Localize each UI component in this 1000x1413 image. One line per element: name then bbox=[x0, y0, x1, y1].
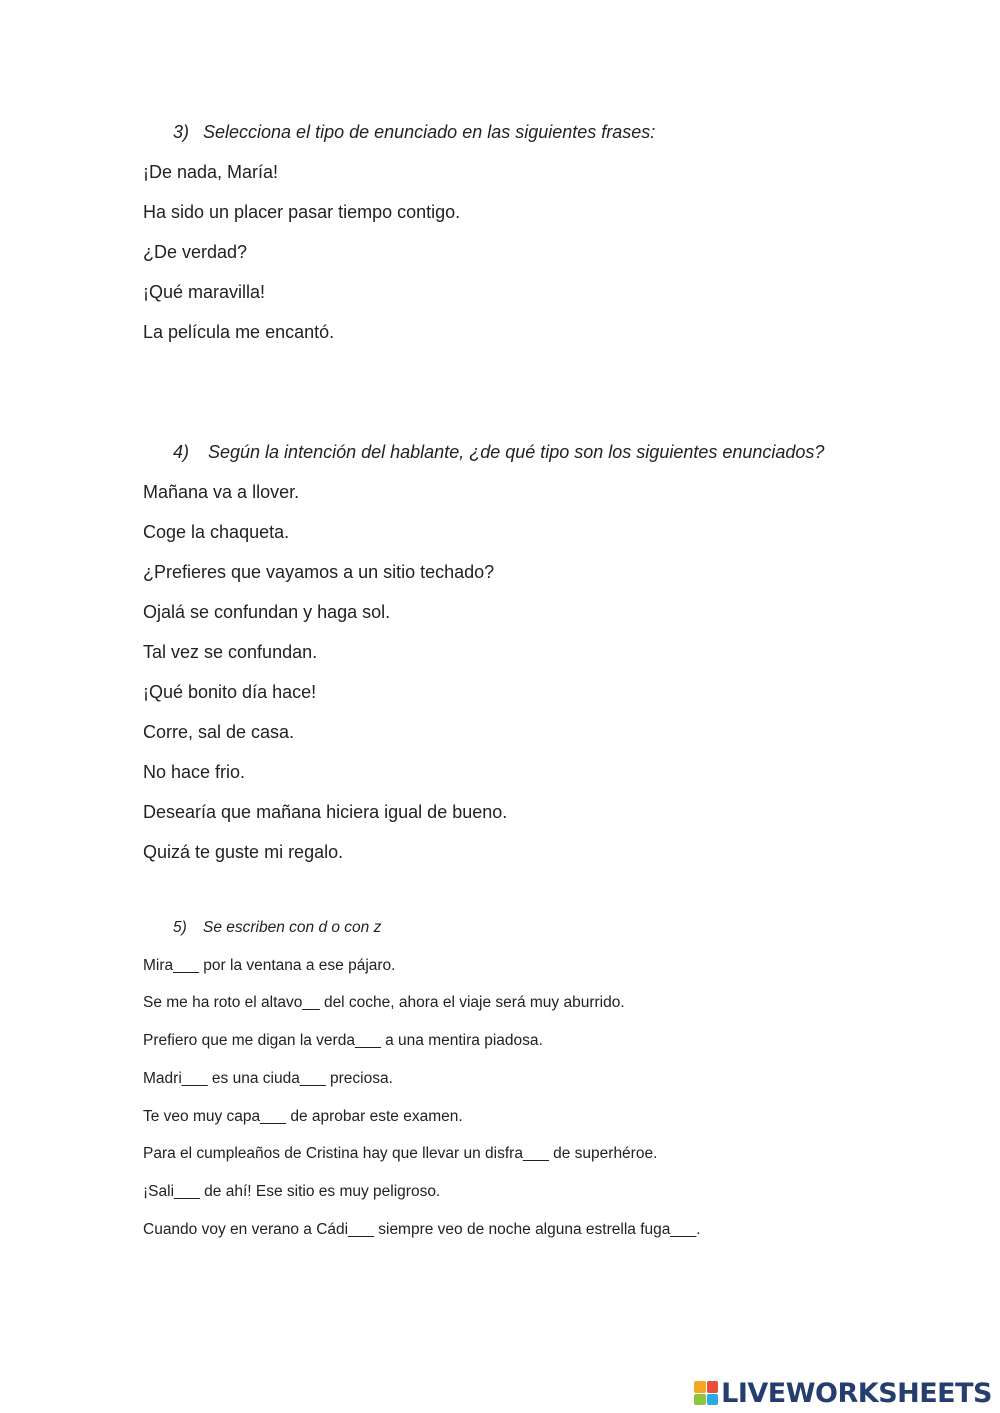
question-3-number: 3) bbox=[173, 122, 190, 142]
q4-sentence-7: Corre, sal de casa. bbox=[143, 722, 295, 742]
liveworksheets-logo bbox=[694, 1378, 992, 1408]
logo-square-blue bbox=[707, 1394, 719, 1406]
logo-square-red bbox=[707, 1381, 719, 1393]
question-5-number: 5) bbox=[173, 919, 187, 936]
q5-sentence-5: Te veo muy capa___ de aprobar este examen. bbox=[143, 1108, 463, 1125]
q4-sentence-4: Ojalá se confundan y haga sol. bbox=[143, 602, 391, 622]
liveworksheets-logo-text: LIVEWORKSHEETS bbox=[721, 1377, 992, 1409]
q3-sentence-1: ¡De nada, María! bbox=[143, 162, 279, 182]
q4-sentence-3: ¿Prefieres que vayamos a un sitio techado? bbox=[143, 562, 495, 582]
logo-square-green bbox=[694, 1394, 706, 1406]
q5-sentence-6: Para el cumpleaños de Cristina hay que llevar un disfra___ de superhéroe. bbox=[143, 1145, 658, 1162]
q3-sentence-2: Ha sido un placer pasar tiempo contigo. bbox=[143, 202, 461, 222]
q5-sentence-4: Madri___ es una ciuda___ preciosa. bbox=[143, 1070, 393, 1087]
q4-sentence-6: ¡Qué bonito día hace! bbox=[143, 682, 317, 702]
q3-sentence-4: ¡Qué maravilla! bbox=[143, 282, 266, 302]
question-5-heading bbox=[173, 920, 381, 936]
q5-sentence-8: Cuando voy en verano a Cádi___ siempre veo de noche alguna estrella fuga___. bbox=[143, 1221, 701, 1238]
q4-sentence-1: Mañana va a llover. bbox=[143, 482, 300, 502]
q5-sentence-3: Prefiero que me digan la verda___ a una mentira piadosa. bbox=[143, 1032, 543, 1049]
question-3-heading bbox=[173, 123, 655, 141]
question-4-heading bbox=[173, 443, 824, 461]
q5-sentence-7: ¡Sali___ de ahí! Ese sitio es muy peligroso. bbox=[143, 1183, 441, 1200]
q5-sentence-1: Mira___ por la ventana a ese pájaro. bbox=[143, 957, 396, 974]
question-4-number: 4) bbox=[173, 442, 190, 462]
question-3-title: Selecciona el tipo de enunciado en las siguientes frases: bbox=[203, 122, 656, 142]
q4-sentence-2: Coge la chaqueta. bbox=[143, 522, 290, 542]
q4-sentence-8: No hace frio. bbox=[143, 762, 246, 782]
question-5-title: Se escriben con d o con z bbox=[203, 919, 382, 936]
q5-sentence-2: Se me ha roto el altavo__ del coche, ahora el viaje será muy aburrido. bbox=[143, 994, 625, 1011]
q4-sentence-5: Tal vez se confundan. bbox=[143, 642, 318, 662]
question-4-title: Según la intención del hablante, ¿de qué tipo son los siguientes enunciados? bbox=[208, 442, 825, 462]
logo-square-orange bbox=[694, 1381, 706, 1393]
q3-sentence-3: ¿De verdad? bbox=[143, 242, 248, 262]
q3-sentence-5: La película me encantó. bbox=[143, 322, 335, 342]
liveworksheets-logo-icon bbox=[694, 1381, 718, 1405]
q4-sentence-10: Quizá te guste mi regalo. bbox=[143, 842, 344, 862]
q4-sentence-9: Desearía que mañana hiciera igual de bueno. bbox=[143, 802, 508, 822]
